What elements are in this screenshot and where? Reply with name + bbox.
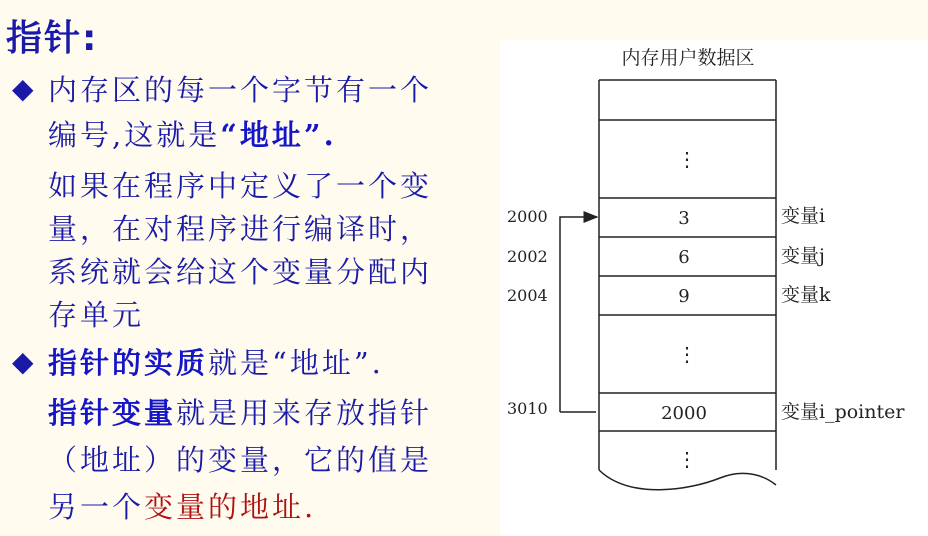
cell-value-i: 3 (678, 208, 690, 229)
bullet-diamond-icon: ◆ (12, 345, 34, 378)
page-title: 指针: (6, 18, 99, 59)
text-line: 量，在对程序进行编译时， (48, 212, 433, 246)
bullet-diamond-icon: ◆ (12, 72, 34, 105)
text-span: 编号,这就是 (48, 118, 221, 152)
address-label: 2000 (507, 207, 548, 226)
ellipsis-icon: ⋮ (677, 342, 697, 366)
text-span: 就是用来存放指针 (176, 396, 433, 430)
text-span-bold: 指针的实质 (48, 346, 209, 380)
text-line: 如果在程序中定义了一个变 (48, 169, 433, 203)
text-span-bold: 指针变量 (48, 396, 177, 430)
variable-label: 变量j (781, 245, 825, 267)
cell-value-k: 9 (678, 286, 690, 307)
pointer-arrow-icon (560, 217, 597, 412)
variable-label: 变量k (781, 284, 831, 306)
diagram-header: 内存用户数据区 (621, 47, 755, 69)
text-span-bold: “地址” (220, 118, 324, 152)
address-label: 3010 (507, 399, 548, 418)
text-span: 就是“地址”. (208, 346, 384, 380)
address-label: 2004 (507, 286, 548, 305)
address-label: 2002 (507, 247, 548, 266)
text-span: 另一个 (48, 490, 145, 524)
variable-label: 变量i_pointer (781, 401, 905, 423)
variable-label: 变量i (781, 205, 826, 227)
text-line: 系统就会给这个变量分配内 (48, 255, 433, 289)
text-line: （地址）的变量，它的值是 (48, 443, 433, 477)
ellipsis-icon: ⋮ (677, 447, 697, 471)
cell-value-pointer: 2000 (661, 403, 707, 424)
cell-value-j: 6 (678, 247, 690, 268)
text-span: . (304, 490, 317, 524)
text-span: . (323, 118, 337, 152)
ellipsis-icon: ⋮ (677, 147, 697, 171)
text-line: 内存区的每一个字节有一个 (48, 73, 433, 107)
memory-block (599, 80, 776, 490)
text-span-red: 变量的地址 (144, 490, 305, 524)
text-line: 存单元 (48, 298, 145, 332)
